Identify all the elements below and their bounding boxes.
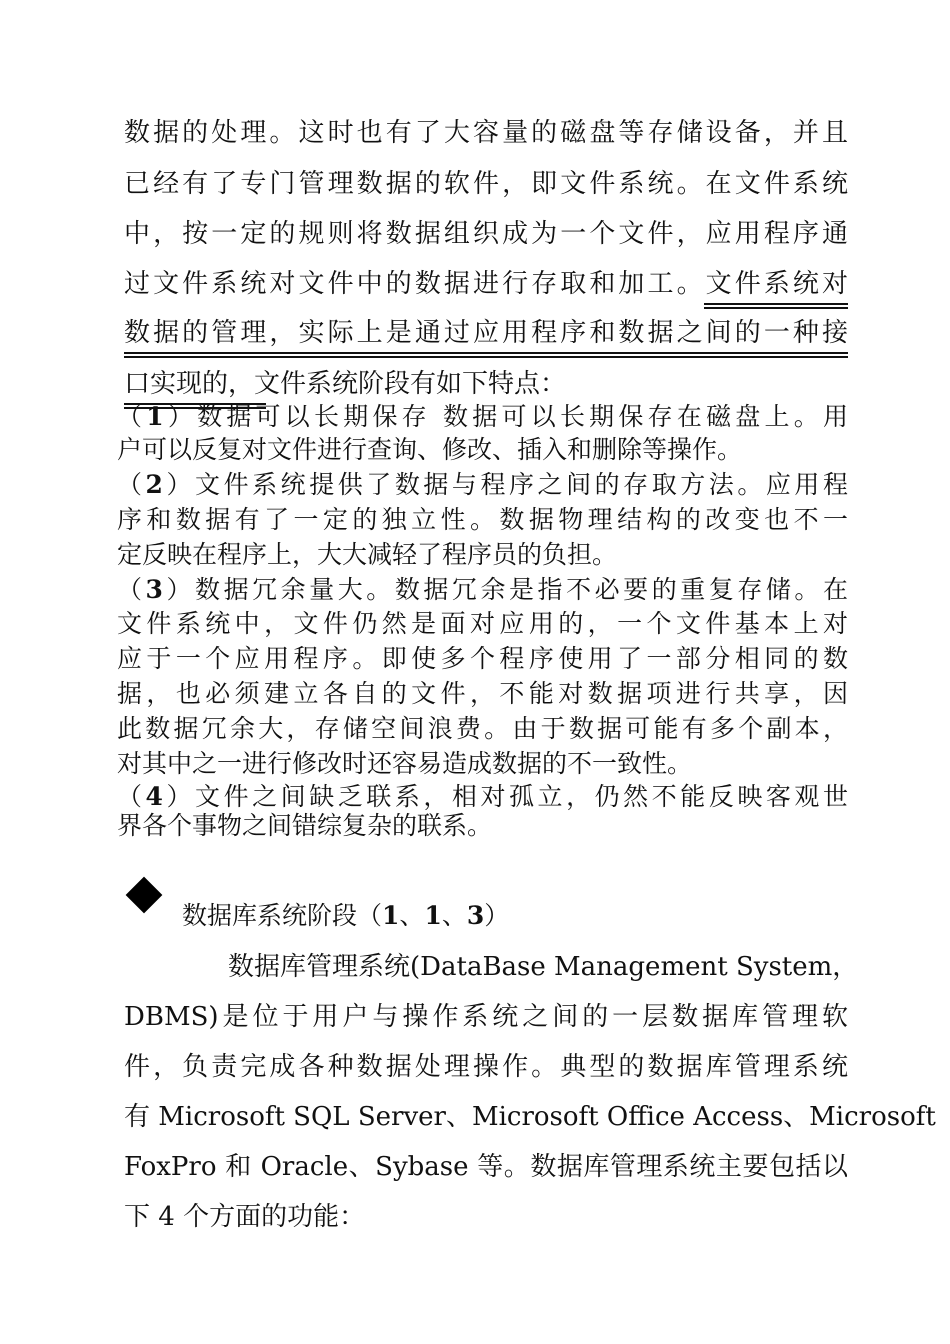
paragraph-line: 中，按一定的规则将数据组织成为一个文件，应用程序通 [124,219,848,249]
diamond-bullet-icon [126,877,163,914]
paragraph-line: 件，负责完成各种数据处理操作。典型的数据库管理系统 [124,1052,848,1082]
section-heading: 数据库系统阶段（1、1、3） [182,901,510,930]
feature-number: 3 [145,575,163,604]
feature-text: 数据冗余量大。数据冗余是指不必要的重复存储。在 [195,575,848,604]
feature-number: 4 [145,782,163,811]
paragraph-line: DBMS)是位于用户与操作系统之间的一层数据库管理软 [124,1002,848,1032]
paragraph-line: 过文件系统对文件中的数据进行存取和加工。文件系统对 [124,269,848,299]
feature-number: 1 [146,402,164,431]
paragraph-line: 户可以反复对文件进行查询、修改、插入和删除等操作。 [117,435,743,464]
paragraph-line: 定反映在程序上，大大减轻了程序员的负担。 [117,540,618,569]
paragraph-line: 界各个事物之间错综复杂的联系。 [117,811,493,840]
paragraph-line: 此数据冗余大，存储空间浪费。由于数据可能有多个副本， [117,714,848,743]
feature-item-4: （4）文件之间缺乏联系，相对孤立，仍然不能反映客观世 [117,782,848,811]
feature-text: 文件之间缺乏联系，相对孤立，仍然不能反映客观世 [195,782,848,811]
paragraph-line: FoxPro 和 Oracle、Sybase 等。数据库管理系统主要包括以 [124,1152,848,1182]
paragraph-line: 应于一个应用程序。即使多个程序使用了一部分相同的数 [117,644,848,673]
paragraph-line: 下 4 个方面的功能： [124,1202,366,1232]
paragraph-line: 据，也必须建立各自的文件，不能对数据项进行共享，因 [117,679,848,708]
feature-item-1: （1）数据可以长期保存 数据可以长期保存在磁盘上。用 [117,402,848,431]
double-underline [704,303,848,309]
double-underline [124,352,848,358]
paragraph-line: 有 Microsoft SQL Server、Microsoft Office Access、Microsoft [124,1102,936,1132]
paragraph-line: 口实现的，文件系统阶段有如下特点： [124,369,567,399]
feature-item-3: （3）数据冗余量大。数据冗余是指不必要的重复存储。在 [117,575,848,604]
feature-text: 文件系统提供了数据与程序之间的存取方法。应用程 [195,470,848,499]
feature-number: 2 [145,470,163,499]
paragraph-line: 序和数据有了一定的独立性。数据物理结构的改变也不一 [117,505,848,534]
paragraph-line: 数据库管理系统(DataBase Management System， [228,952,859,982]
paragraph-line: 数据的处理。这时也有了大容量的磁盘等存储设备，并且 [124,118,848,148]
paragraph-line: 文件系统中，文件仍然是面对应用的，一个文件基本上对 [117,609,848,638]
paragraph-line: 已经有了专门管理数据的软件，即文件系统。在文件系统 [124,169,848,199]
paragraph-line: 数据的管理，实际上是通过应用程序和数据之间的一种接 [124,318,848,348]
feature-text: 数据可以长期保存 数据可以长期保存在磁盘上。用 [197,402,848,431]
paragraph-line: 对其中之一进行修改时还容易造成数据的不一致性。 [117,749,693,778]
feature-item-2: （2）文件系统提供了数据与程序之间的存取方法。应用程 [117,470,848,499]
